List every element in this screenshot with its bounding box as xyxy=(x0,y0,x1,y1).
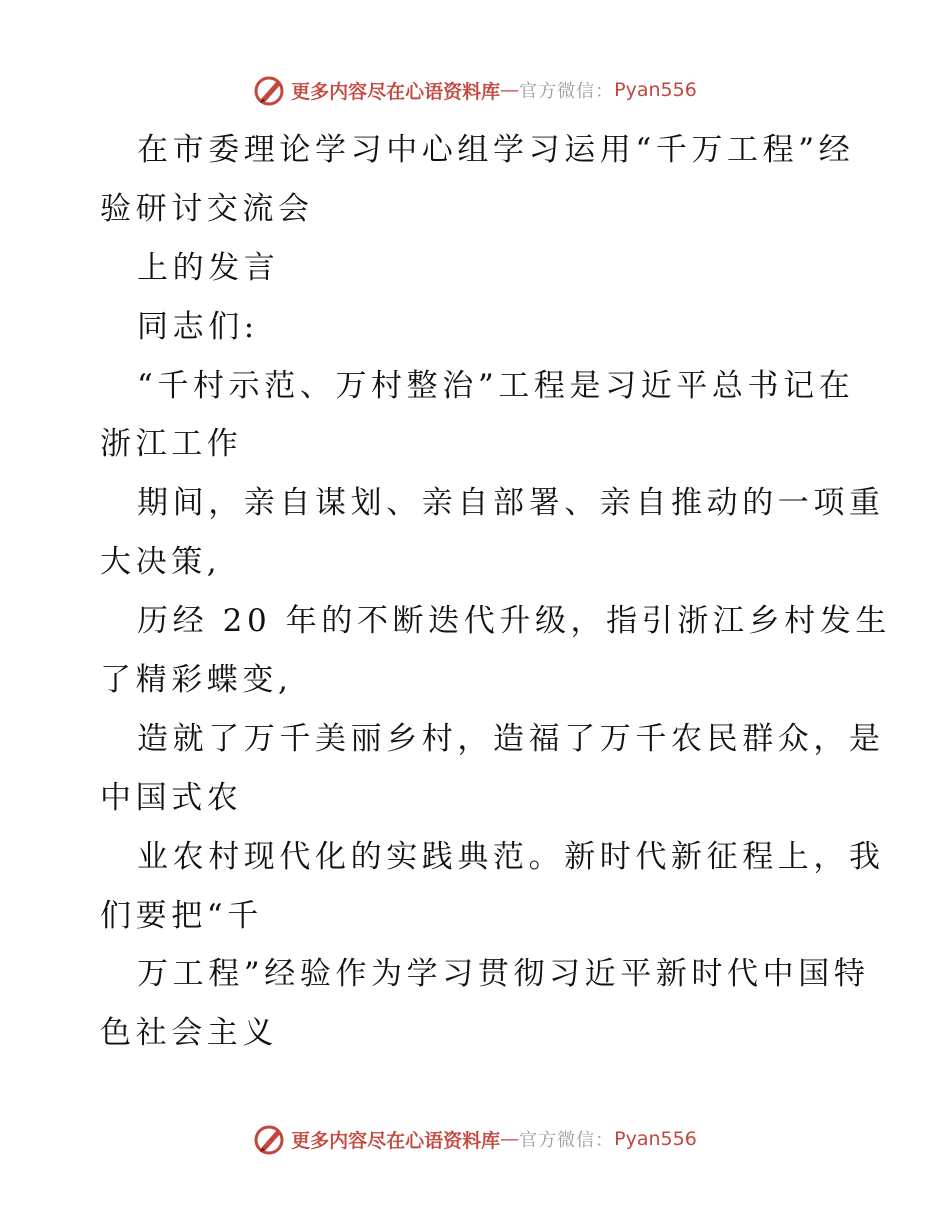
body-line: 期间，亲自谋划、亲自部署、亲自推动的一项重 xyxy=(137,485,885,522)
body-line: 历经 20 年的不断迭代升级，指引浙江乡村发生 xyxy=(137,603,891,640)
title-line-1: 在市委理论学习中心组学习运用“千万工程”经 xyxy=(137,132,855,168)
watermark-sub-text: 官方微信： xyxy=(519,81,615,102)
watermark-dash: — xyxy=(500,1128,520,1150)
body-line: 浙江工作 xyxy=(100,426,243,463)
pen-logo-icon xyxy=(253,1122,287,1156)
title-line-2: 验研讨交流会 xyxy=(100,190,314,227)
watermark-sub-text: 官方微信： xyxy=(519,1130,615,1151)
header-watermark xyxy=(0,70,950,110)
body-line: 了精彩蝶变, xyxy=(100,662,293,699)
body-line: “千村示范、万村整治”工程是习近平总书记在 xyxy=(137,367,855,404)
watermark-main-text: 更多内容尽在心语资料库 xyxy=(291,1129,501,1152)
body-line: 大决策, xyxy=(100,544,222,581)
body-line: 中国式农 xyxy=(100,779,243,816)
body-line: 色社会主义 xyxy=(100,1015,278,1052)
watermark-dash: — xyxy=(500,79,520,101)
body-line: 们要把“千 xyxy=(100,897,263,934)
body-line: 业农村现代化的实践典范。新时代新征程上，我 xyxy=(137,838,885,875)
pen-logo-icon xyxy=(253,73,287,107)
watermark-wechat-id: Pyan556 xyxy=(614,1128,697,1150)
watermark-wechat-id: Pyan556 xyxy=(614,79,697,101)
salutation: 同志们: xyxy=(137,308,259,345)
body-line: 造就了万千美丽乡村，造福了万千农民群众，是 xyxy=(137,720,885,757)
title-line-3: 上的发言 xyxy=(137,249,280,286)
footer-watermark xyxy=(0,1119,950,1159)
body-line: 万工程”经验作为学习贯彻习近平新时代中国特 xyxy=(137,956,870,993)
document-body xyxy=(100,121,891,1063)
watermark-main-text: 更多内容尽在心语资料库 xyxy=(291,80,501,103)
